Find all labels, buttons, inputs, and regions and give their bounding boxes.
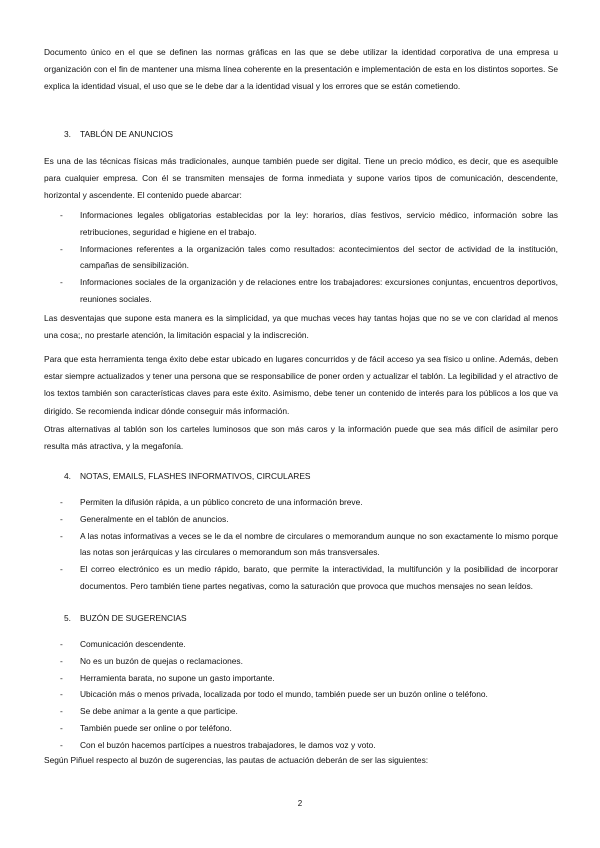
bullet-dash: -	[60, 672, 63, 683]
list-item	[60, 720, 558, 737]
list-item-text: El correo electrónico es un medio rápido, barato, que permite la interactividad, la multifunción y la posibilidad de incorporar documentos. Pero también tiene partes negativas, como la saturación que provoca que muchos mensajes no sean leídos.	[80, 564, 558, 591]
bullet-dash: -	[60, 277, 63, 288]
section-4-number: 4.	[64, 471, 71, 481]
section-5-number: 5.	[64, 613, 71, 623]
section-3-title: TABLÓN DE ANUNCIOS	[80, 129, 173, 139]
list-item	[60, 703, 558, 720]
bullet-dash: -	[60, 513, 63, 524]
section-3-paragraph-2: Las desventajas que supone esta manera es la simplicidad, ya que muchas veces hay tantas hojas que no se ve con claridad al menos una cosa;, no prestarle atención, la limitación espacial y la indiscreción.	[44, 313, 558, 341]
list-item	[60, 653, 558, 670]
list-item	[60, 686, 558, 703]
section-5-heading	[64, 612, 187, 624]
list-item	[60, 561, 558, 595]
list-item	[60, 274, 558, 308]
bullet-dash: -	[60, 689, 63, 700]
bullet-dash: -	[60, 722, 63, 733]
bullet-dash: -	[60, 210, 63, 220]
list-item	[60, 494, 558, 511]
list-item-text: Con el buzón hacemos partícipes a nuestros trabajadores, le damos voz y voto.	[80, 739, 376, 750]
list-item	[60, 528, 558, 562]
list-item-text: Generalmente en el tablón de anuncios.	[80, 513, 229, 524]
bullet-dash: -	[60, 497, 63, 507]
section-5-list	[60, 636, 558, 754]
section-3-heading	[64, 128, 173, 140]
list-item-text: Informaciones sociales de la organización y de relaciones entre los trabajadores: excursiones conjuntas, encuentros deportivos, reuniones sociales.	[80, 277, 558, 304]
list-item-text: A las notas informativas a veces se le da el nombre de circulares o memorandum aunque no son exactamente lo mismo porque las notas son jerárquicas y las circulares o memorandum son más transversales.	[80, 530, 558, 558]
bullet-dash: -	[60, 243, 63, 254]
bullet-dash: -	[60, 655, 63, 666]
section-3-list	[60, 207, 558, 308]
section-3-number: 3.	[64, 129, 71, 139]
list-item	[60, 207, 558, 241]
bullet-dash: -	[60, 530, 63, 541]
list-item-text: Herramienta barata, no supone un gasto importante.	[80, 672, 275, 683]
section-5-title: BUZÓN DE SUGERENCIAS	[80, 613, 187, 623]
bullet-dash: -	[60, 639, 63, 649]
section-4-list	[60, 494, 558, 595]
page-number: 2	[297, 799, 303, 808]
section-3-paragraph-3: Para que esta herramienta tenga éxito debe estar ubicado en lugares concurridos y de fácil acceso ya sea físico u online. Además, deben estar siempre actualizados y tener una persona que se responsabilice de poner orden y actualizar el tablón. La legibilidad y el atractivo de los textos también son características claves para este éxito. Asimismo, debe tener un contenido de interés para los públicos a los que va dirigido. Se recomienda indicar dónde conseguir más información.	[44, 354, 558, 416]
section-3-paragraph-1: Es una de las técnicas físicas más tradicionales, aunque también puede ser digital. Tiene un precio módico, es decir, que es asequible para cualquier empresa. Con él se transmiten mensajes de forma inmediata y supone varios tipos de comunicación, descendente, horizontal y ascendente. El contenido puede abarcar:	[44, 156, 558, 201]
bullet-dash: -	[60, 706, 63, 717]
bullet-dash: -	[60, 564, 63, 575]
section-3-paragraph-4: Otras alternativas al tablón son los carteles luminosos que son más caros y la información puede que sea más difícil de asimilar pero resulta más atractiva, y la megafonía.	[44, 424, 558, 452]
list-item-text: Comunicación descendente.	[80, 639, 186, 649]
list-item	[60, 636, 558, 653]
list-item-text: Permiten la difusión rápida, a un público concreto de una información breve.	[80, 497, 363, 507]
list-item-text: También puede ser online o por teléfono.	[80, 722, 232, 733]
list-item	[60, 241, 558, 275]
list-item-text: No es un buzón de quejas o reclamaciones.	[80, 655, 243, 666]
bullet-dash: -	[60, 739, 63, 750]
list-item	[60, 511, 558, 528]
list-item-text: Se debe animar a la gente a que participe.	[80, 706, 238, 717]
list-item-text: Informaciones legales obligatorias establecidas por la ley: horarios, días festivos, servicio médico, información sobre las retribuciones, seguridad e higiene en el trabajo.	[80, 210, 558, 237]
section-5-closing: Según Piñuel respecto al buzón de sugerencias, las pautas de actuación deberán de ser las siguientes:	[44, 755, 429, 765]
section-4-title: NOTAS, EMAILS, FLASHES INFORMATIVOS, CIRCULARES	[80, 471, 311, 481]
list-item	[60, 670, 558, 687]
list-item-text: Informaciones referentes a la organización tales como resultados: acontecimientos del sector de actividad de la institución, campañas de sensibilización.	[80, 243, 558, 271]
list-item-text: Ubicación más o menos privada, localizada por todo el mundo, también puede ser un buzón online o teléfono.	[80, 689, 488, 700]
intro-paragraph: Documento único en el que se definen las normas gráficas en las que se debe utilizar la identidad corporativa de una empresa u organización con el fin de mantener una misma línea coherente en la presentación e implementación de esta en los distintos soportes. Se explica la identidad visual, el uso que se le debe dar a la identidad visual y los errores que se están cometiendo.	[44, 47, 558, 92]
section-4-heading	[64, 470, 311, 482]
